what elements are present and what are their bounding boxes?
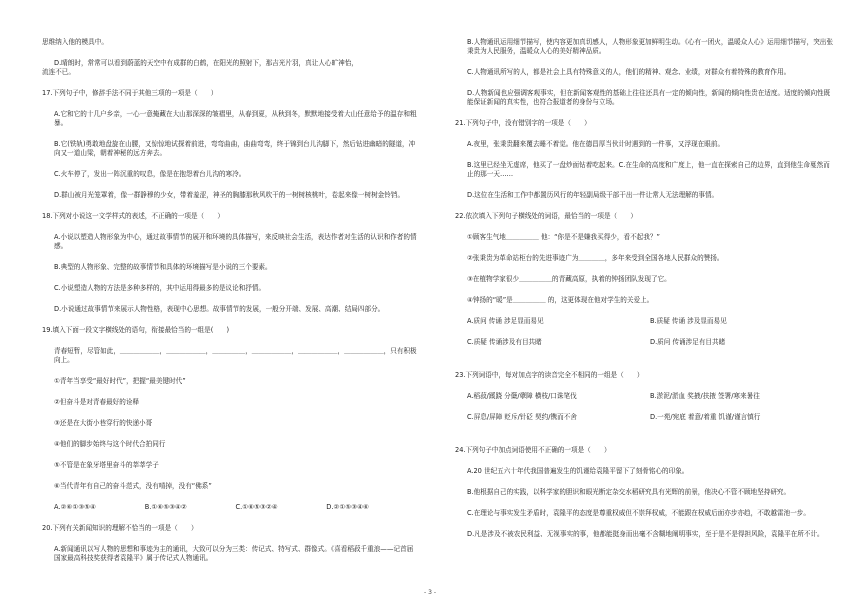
question-21: 21.下列句子中，没有错别字的一项是（ ）: [455, 119, 591, 127]
q19-option-b: B.①⑥⑤③④②: [144, 503, 187, 511]
question-18: 18.下列对小说这一文学样式的表述，不正确的一项是（ ）: [42, 212, 224, 220]
q17-option-c: C.火车停了，发出一阵沉重的叹息，像是在抱怨着台儿沟的寒冷。: [54, 170, 246, 178]
q24-option-a: A.20 世纪五六十年代我国普遍发生的饥谨给袁隆平留下了刻骨铭心的印象。: [467, 467, 689, 475]
q22-option-a: A.质问 传诵 涉足显而易见: [467, 317, 544, 325]
q24-option-c: C.在理论与事实发生矛盾时，袁隆平的态度是尊重权威但不崇拜权威，不能跟在权威后面亦步亦趋，不敢越雷池一步。: [467, 509, 810, 517]
question-23: 23.下列词语中，每对加点字的读音完全不相同的一组是（ ）: [455, 371, 644, 379]
question-20: 20.下列有关新闻知识的理解不恰当的一项是（ ）: [42, 524, 198, 532]
q19-sentence-6: ⑥当代青年有自己的奋斗范式，没有啃掉，没有“佛系”: [54, 482, 212, 490]
q20-option-d: D.人物新闻也应强调客观事实，但在新闻客观性的基础上往往还具有一定的倾向性，新闻的倾向性贵在适度。适度的倾向性既能保证新闻的真实性，也符合报道者的身份与立场。: [467, 89, 831, 106]
q19-option-c: C.①⑥⑤③②④: [235, 503, 278, 511]
q18-option-d: D.小说通过故事情节来展示人物性格，表现中心思想。故事情节的发展，一般分开端、发展、高潮、结局四部分。: [54, 305, 385, 313]
q22-option-c: C.质疑 传诵涉及有目共睹: [467, 338, 542, 346]
q21-option-bc: B.这里已经坐无虚席，他买了一盘炒面钻着吃起来。C.在生命的高度和广度上，他一直在探索自己的边界，直到他生命戛然而止的那一天……: [467, 161, 830, 178]
q19-options: [42, 503, 417, 512]
q24-option-d: D.凡是涉及不被农民利益、无视事实的事，他都能挺身而出毫不含糊地阐明事实，至于是不是得担风险，袁隆平在所不计。: [467, 530, 824, 538]
q17-option-a: A.它和它的十几户乡亲，一心一意掩藏在大山那深深的皱褶里，从春到夏，从秋到冬，默默地接受着大山任意给予的温存和粗暴。: [54, 110, 417, 127]
q22-sentence-3: ③在植物学家很少＿＿＿＿＿的青藏高原，执着的钟扬团队发现了它。: [467, 275, 671, 283]
q19-passage: 青春短暂，尽管如此，＿＿＿＿＿＿，＿＿＿＿＿＿，＿＿＿＿＿，＿＿＿＿＿＿，＿＿＿＿＿＿，＿＿＿＿＿＿，只有积极向上。: [54, 347, 417, 364]
page-number: - 3 -: [424, 589, 436, 596]
q21-option-d: D.这位在生活和工作中都置历风行的年轻副局级干部干出一件让常人无法理解的事情。: [467, 191, 719, 199]
q19-sentence-2: ②但奋斗是对青春最好的诠释: [54, 398, 140, 406]
right-column: [455, 38, 833, 551]
q19-option-d: D.②①⑤③④⑥: [326, 503, 369, 511]
q17-option-d: D.群山被月光笼罩着，像一群静穆的少女，带着羞涩，神圣的胸膝那秋风吹干的一树树核桃叶，卷起来像一树树金铃铛。: [54, 191, 405, 199]
q19-sentence-4: ④他们的脚步始终与这个时代合拍同行: [54, 440, 166, 448]
q24-option-b: B.他根据自己的实践，以科学家的胆识和眼光断定杂交水稻研究具有光辉的前景，他决心不管不顾地坚持研究。: [467, 488, 791, 496]
question-19: 19.填入下面一段文字横线处的语句，衔接最恰当的一组是( ): [42, 326, 230, 334]
q18-option-a: A.小说以塑造人物形象为中心，通过故事情节的展开和环境的具体描写，来反映社会生活，表达作者对生活的认识和作者的情感。: [54, 233, 417, 250]
q22-sentence-2: ②张秉贵为革命站柜台的先进事迹广为＿＿＿＿，多年来受到全国各地人民群众的赞扬。: [467, 254, 724, 262]
question-22: 22.依次填入下列句子横线处的词语，最恰当的一项是（ ）: [455, 212, 637, 220]
q23-options: [455, 392, 833, 434]
q18-option-c: C.小说塑造人物的方法是多种多样的，其中运用得最多的是议论和抒情。: [54, 284, 266, 292]
q22-options: [455, 317, 833, 359]
q23-option-b: B.淤泥/淤血 奖掖/扶掖 签署/寒来暑往: [650, 392, 760, 400]
question-24: 24.下列句子中加点词语使用不正确的一项是（ ）: [455, 446, 611, 454]
q23-option-a: A.稻菽/蹊跷 分蘖/孽障 横枝/口诛笔伐: [467, 392, 577, 400]
text-line: 思维纳入他的模具中。: [42, 38, 108, 46]
q23-option-d: D.一苑/宛底 着意/着重 饥谨/谨言慎行: [650, 413, 761, 421]
q22-option-b: B.质疑 传诵 涉及显而易见: [650, 317, 727, 325]
q19-sentence-1: ①青年当享受“最好时代”，把握“最美键时代”: [54, 377, 186, 385]
q21-option-a: A.夜里，张秉贵翻来覆去睡不着觉。他在德昌厚当伙计时遇到的一件事，又浮现在眼前。: [467, 140, 725, 148]
q23-option-c: C.屏息/屏障 贬斥/针砭 契约/镌而不舍: [467, 413, 577, 421]
q22-option-d: D.质问 传诵涉足有目共睹: [650, 338, 726, 346]
q22-sentence-4: ④钟扬的“暖”是＿＿＿＿＿ 的，这更体现在他对学生的关爱上。: [467, 296, 654, 304]
question-17: 17.下列句子中，修辞手法不同于其他三项的一项是（ ）: [42, 89, 218, 97]
text-line: 流连不已。: [42, 68, 75, 76]
q18-option-b: B.典型的人物形象、完整的故事情节和具体的环境描写是小说的三个要素。: [54, 263, 272, 271]
q20-option-b: B.人物通讯运用细节描写，使内容更加真切感人，人物形象更加鲜明生动。《心有一团火，温暖众人心》运用细节描写，突出张秉贵为人民服务，温暖众人心的美好精神品质。: [467, 38, 833, 55]
q22-sentence-1: ①顾客生气地＿＿＿＿＿ 他：“你是不是嫌我买得少，看不起我？”: [467, 233, 660, 241]
q20-option-a: A.新闻通讯以写人物的思想和事迹为主的通讯，大致可以分为三类：传记式、特写式、群像式。《喜看稻菽千重浪——记首届国家最高科技奖获得者袁隆平》属于传记式人物通讯。: [54, 545, 414, 562]
q19-option-a: A.②⑥①③⑤④: [54, 503, 96, 511]
left-column: [42, 38, 417, 575]
q20-option-c: C.人物通讯所写的人，都是社会上具有特殊意义的人，他们的精神、观念、业绩，对群众有着特殊的教育作用。: [467, 68, 791, 76]
q17-option-b: B.它(铁轨)勇敢地盘旋在山腰，又惊惊地试探着前进，弯弯曲曲，曲曲弯弯，终于锦到台儿沟脚下，然后钻进幽暗的隧道，冲向又一道山梁，朝着神秘的远方奔去。: [54, 140, 416, 157]
q19-sentence-5: ⑤不管是在象牙塔里奋斗的莘莘学子: [54, 461, 159, 469]
q19-sentence-3: ③还是在大街小巷穿行的快递小哥: [54, 419, 153, 427]
option-d-text: D.晴朗时，常常可以看到蔚蓝的天空中有成群的白鹤，在阳光的照射下，那吉光片羽，真让人心旷神怡，: [54, 59, 358, 67]
